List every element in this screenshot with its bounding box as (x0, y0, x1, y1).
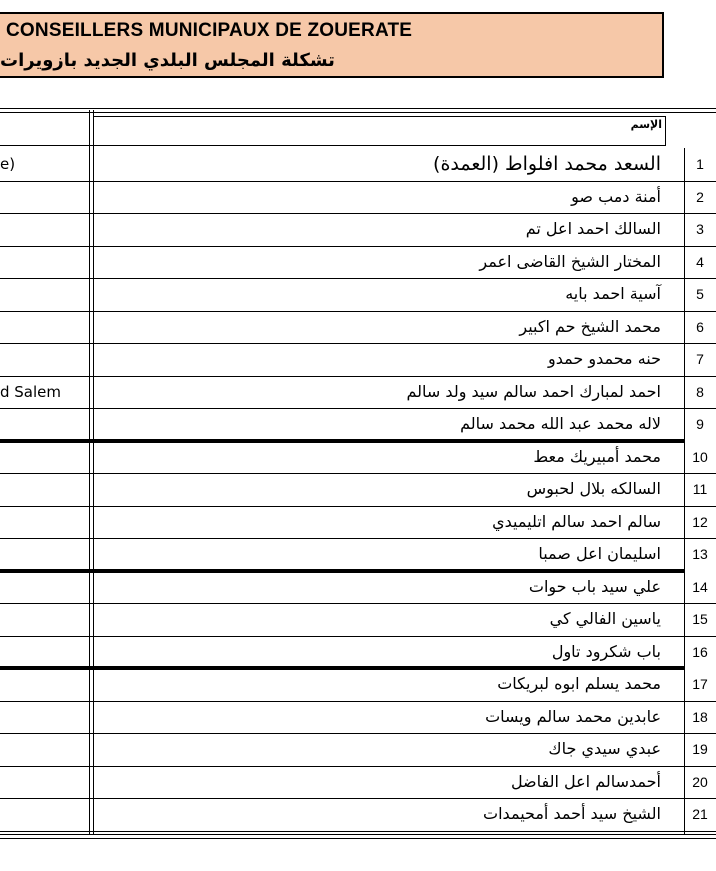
row-number: 2 (696, 188, 704, 205)
column-divider (665, 116, 666, 146)
row-number: 12 (692, 513, 708, 530)
table-bottom-border-inner (0, 838, 716, 839)
member-name: السالك احمد اعل تم (525, 219, 661, 238)
row-number: 1 (696, 156, 704, 172)
member-name: احمد لمبارك احمد سالم سيد ولد سالم (406, 381, 661, 401)
row-number: 13 (692, 546, 708, 562)
member-name: سالم احمد سالم اتليميدي (492, 511, 661, 531)
title-arabic: تشكلة المجلس البلدي الجديد بازويرات (0, 50, 335, 71)
row-number: 7 (696, 351, 704, 367)
row-border (0, 831, 716, 832)
member-name: أحمدسالم اعل الفاضل (510, 771, 661, 791)
table-top-border (0, 108, 716, 109)
row-number: 19 (692, 741, 708, 757)
member-name: عبدي سيدي جاك (548, 739, 661, 758)
row-number: 15 (692, 611, 708, 627)
row-number: 16 (692, 643, 708, 660)
member-name: لاله محمد عبد الله محمد سالم (460, 414, 661, 433)
title-french: CONSEILLERS MUNICIPAUX DE ZOUERATE (6, 20, 413, 41)
member-name: ياسين الفالي كي (549, 609, 661, 628)
table-bottom-border (0, 834, 716, 835)
row-number: 5 (696, 286, 704, 302)
row-number: 3 (696, 221, 704, 237)
member-name: محمد الشيخ حم اكبير (519, 316, 661, 336)
header-row-border (0, 145, 666, 146)
member-name: باب شكرود تاول (551, 641, 661, 661)
member-name: عابدين محمد سالم ويسات (485, 706, 661, 726)
table-top-border-inner (0, 112, 716, 113)
member-name: أمنة دمب صو (571, 186, 661, 206)
member-name-latin: d Salem (0, 382, 62, 401)
row-number: 8 (696, 383, 704, 400)
member-name: السعد محمد افلواط (العمدة) (433, 153, 661, 175)
row-number: 11 (692, 481, 708, 497)
member-name: السالكه بلال لحبوس (526, 479, 661, 498)
member-name: حنه محمدو حمدو (547, 349, 661, 368)
row-number: 20 (692, 773, 708, 790)
title-banner (0, 12, 664, 78)
row-number: 4 (696, 253, 704, 270)
member-name: محمد أمبيريك معط (533, 446, 661, 466)
row-number: 21 (692, 806, 708, 822)
member-name: علي سيد باب حوات (528, 576, 661, 596)
member-name-latin: e) (0, 155, 16, 173)
member-name: محمد يسلم ابوه لبريكات (497, 674, 661, 693)
member-name: المختار الشيخ القاضى اعمر (479, 251, 661, 271)
row-number: 17 (692, 676, 708, 692)
row-number: 18 (692, 708, 708, 725)
row-number: 14 (692, 578, 708, 595)
member-name: اسليمان اعل صمبا (538, 544, 661, 563)
member-name: الشيخ سيد أحمد أمحيمدات (483, 804, 661, 823)
name-column-header: الإسم (630, 118, 662, 131)
header-cell-border (94, 116, 666, 117)
row-number: 9 (696, 416, 704, 432)
member-name: آسية احمد بايه (565, 284, 661, 303)
row-number: 10 (692, 448, 708, 465)
row-number: 6 (696, 318, 704, 335)
